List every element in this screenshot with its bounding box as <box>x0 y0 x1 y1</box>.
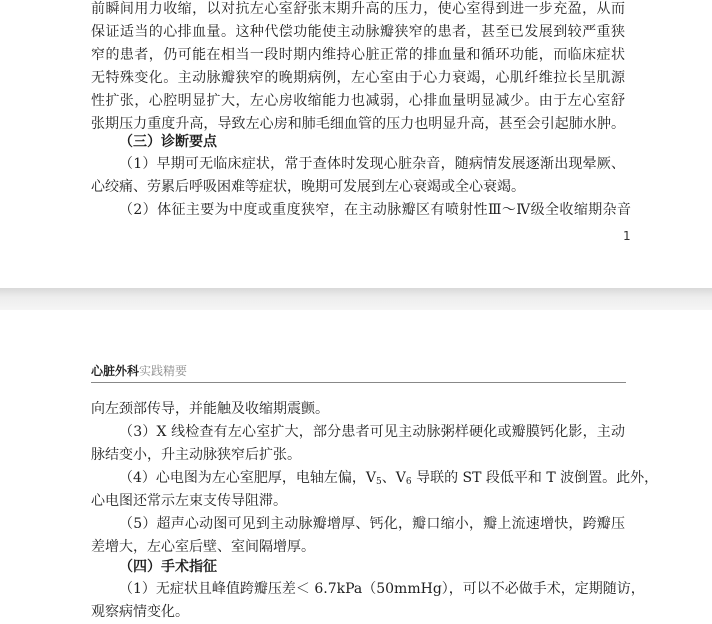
body-text-line: （5）超声心动图可见到主动脉瓣增厚、钙化，瓣口缩小，瓣上流速增快，跨瓣压 <box>119 516 625 532</box>
section-heading: （三）诊断要点 <box>119 134 217 150</box>
body-text-line: 窄的患者，仍可能在相当一段时期内维持心脏正常的排血量和循环功能，而临床症状 <box>91 47 625 63</box>
book-subtitle: 实践精要 <box>139 364 188 378</box>
body-text-line: 保证适当的心排血量。这种代偿功能使主动脉瓣狭窄的患者，甚至已发展到较严重狭 <box>91 24 625 40</box>
document-page-1 <box>0 0 712 288</box>
body-text-line: （1）无症状且峰值跨瓣压差＜ 6.7kPa（50mmHg），可以不必做手术，定期随访， <box>119 581 645 597</box>
text-run: （4）心电图为左心室肥厚，电轴左偏，V <box>119 470 377 486</box>
section-heading: （四）手术指征 <box>119 559 217 575</box>
document-page-2 <box>0 310 712 624</box>
body-text-line: （3）X 线检查有左心室扩大，部分患者可见主动脉粥样硬化或瓣膜钙化影，主动 <box>119 424 625 440</box>
body-text-line: 心电图还常示左束支传导阻滞。 <box>91 493 287 509</box>
book-title: 心脏外科 <box>91 364 140 378</box>
body-text-line: 向左颈部传导，并能触及收缩期震颤。 <box>91 401 329 417</box>
subscript: 6 <box>405 477 412 487</box>
header-rule <box>91 382 626 383</box>
page-separator <box>0 288 712 310</box>
body-text-line: （2）体征主要为中度或重度狭窄，在主动脉瓣区有喷射性Ⅲ～Ⅳ级全收缩期杂音 <box>119 202 631 218</box>
body-text-line: 心绞痛、劳累后呼吸困难等症状，晚期可发展到左心衰竭或全心衰竭。 <box>91 179 525 195</box>
body-text-line: （1）早期可无临床症状，常于查体时发现心脏杂音，随病情发展逐渐出现晕厥、 <box>119 156 625 172</box>
page-number: 1 <box>623 229 631 243</box>
running-header <box>91 362 187 379</box>
body-text-line: 差增大，左心室后壁、室间隔增厚。 <box>91 539 315 555</box>
body-text-line: 张期压力重度升高，导致左心房和肺毛细血管的压力也明显升高，甚至会引起肺水肿。 <box>91 116 625 132</box>
body-text-line: 脉结变小，升主动脉狭窄后扩张。 <box>91 447 301 463</box>
subscript: 5 <box>376 477 382 487</box>
body-text-line: 无特殊变化。主动脉瓣狭窄的晚期病例，左心室由于心力衰竭，心肌纤维拉长呈肌源 <box>91 70 625 86</box>
body-text-line: 前瞬间用力收缩，以对抗左心室舒张末期升高的压力，使心室得到进一步充盈，从而 <box>91 1 625 17</box>
text-run: 导联的 ST 段低平和 T 波倒置。此外， <box>411 470 659 486</box>
body-text-line: 性扩张，心腔明显扩大，左心房收缩能力也减弱，心排血量明显减少。由于左心室舒 <box>91 93 625 109</box>
body-text-line: 观察病情变化。 <box>91 604 189 620</box>
text-run: 、V <box>381 470 406 486</box>
